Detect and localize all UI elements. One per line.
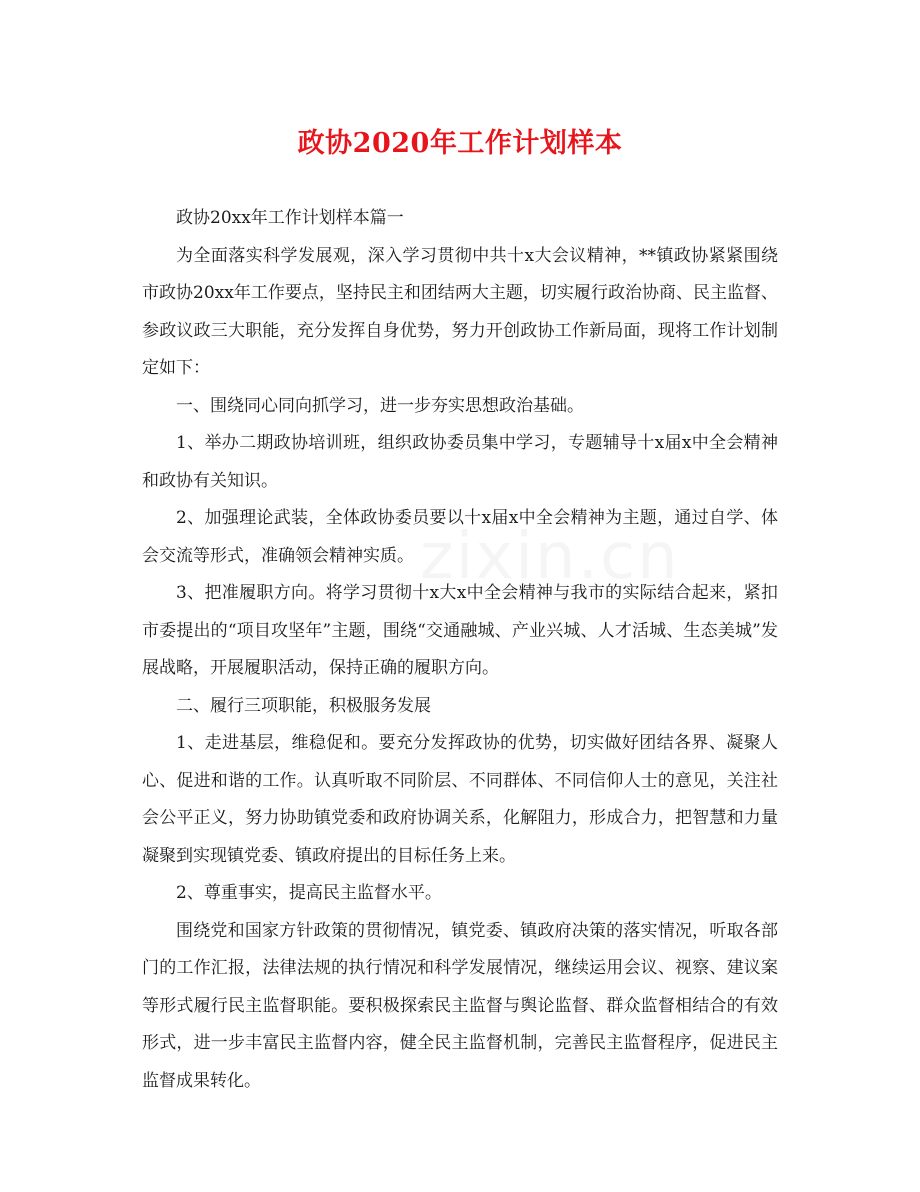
paragraph: 一、围绕同心同向抓学习，进一步夯实思想政治基础。 bbox=[176, 395, 584, 416]
paragraph: 为全面落实科学发展观，深入学习贯彻中共十x大会议精神，**镇政协紧紧围绕市政协20xx年工作要点，坚持民主和团结两大主题，切实履行政治协商、民主监督、参政议政三大职能，充分发挥自身优势，努力开创政协工作新局面，现将工作计划制定如下： bbox=[142, 245, 778, 378]
paragraph: 3、把准履职方向。将学习贯彻十x大x中全会精神与我市的实际结合起来，紧扣市委提出的“项目攻坚年”主题，围绕“交通融城、产业兴城、人才活城、生态美城”发展战略，开展履职活动，保持正确的履职方向。 bbox=[142, 583, 778, 678]
paragraph: 2、加强理论武装，全体政协委员要以十x届x中全会精神为主题，通过自学、体会交流等形式，准确领会精神实质。 bbox=[142, 508, 778, 566]
paragraph: 围绕党和国家方针政策的贯彻情况，镇党委、镇政府决策的落实情况，听取各部门的工作汇报，法律法规的执行情况和科学发展情况，继续运用会议、视察、建议案等形式履行民主监督职能。要积极探索民主监督与舆论监督、群众监督相结合的有效形式，进一步丰富民主监督内容，健全民主监督机制，完善民主监督程序，促进民主监督成果转化。 bbox=[142, 920, 778, 1091]
paragraph: 二、履行三项职能，积极服务发展 bbox=[176, 695, 431, 716]
paragraph: 1、走进基层，维稳促和。要充分发挥政协的优势，切实做好团结各界、凝聚人心、促进和谐的工作。认真听取不同阶层、不同群体、不同信仰人士的意见，关注社会公平正义，努力协助镇党委和政府协调关系，化解阻力，形成合力，把智慧和力量凝聚到实现镇党委、镇政府提出的目标任务上来。 bbox=[142, 733, 778, 866]
document-title: 政协2020年工作计划样本 bbox=[297, 128, 623, 159]
section-heading: 政协20xx年工作计划样本篇一 bbox=[176, 208, 404, 228]
document-body bbox=[142, 200, 778, 1100]
paragraph: 2、尊重事实，提高民主监督水平。 bbox=[176, 883, 442, 903]
paragraph: 1、举办二期政协培训班，组织政协委员集中学习，专题辅导十x届x中全会精神和政协有关知识。 bbox=[142, 433, 778, 491]
